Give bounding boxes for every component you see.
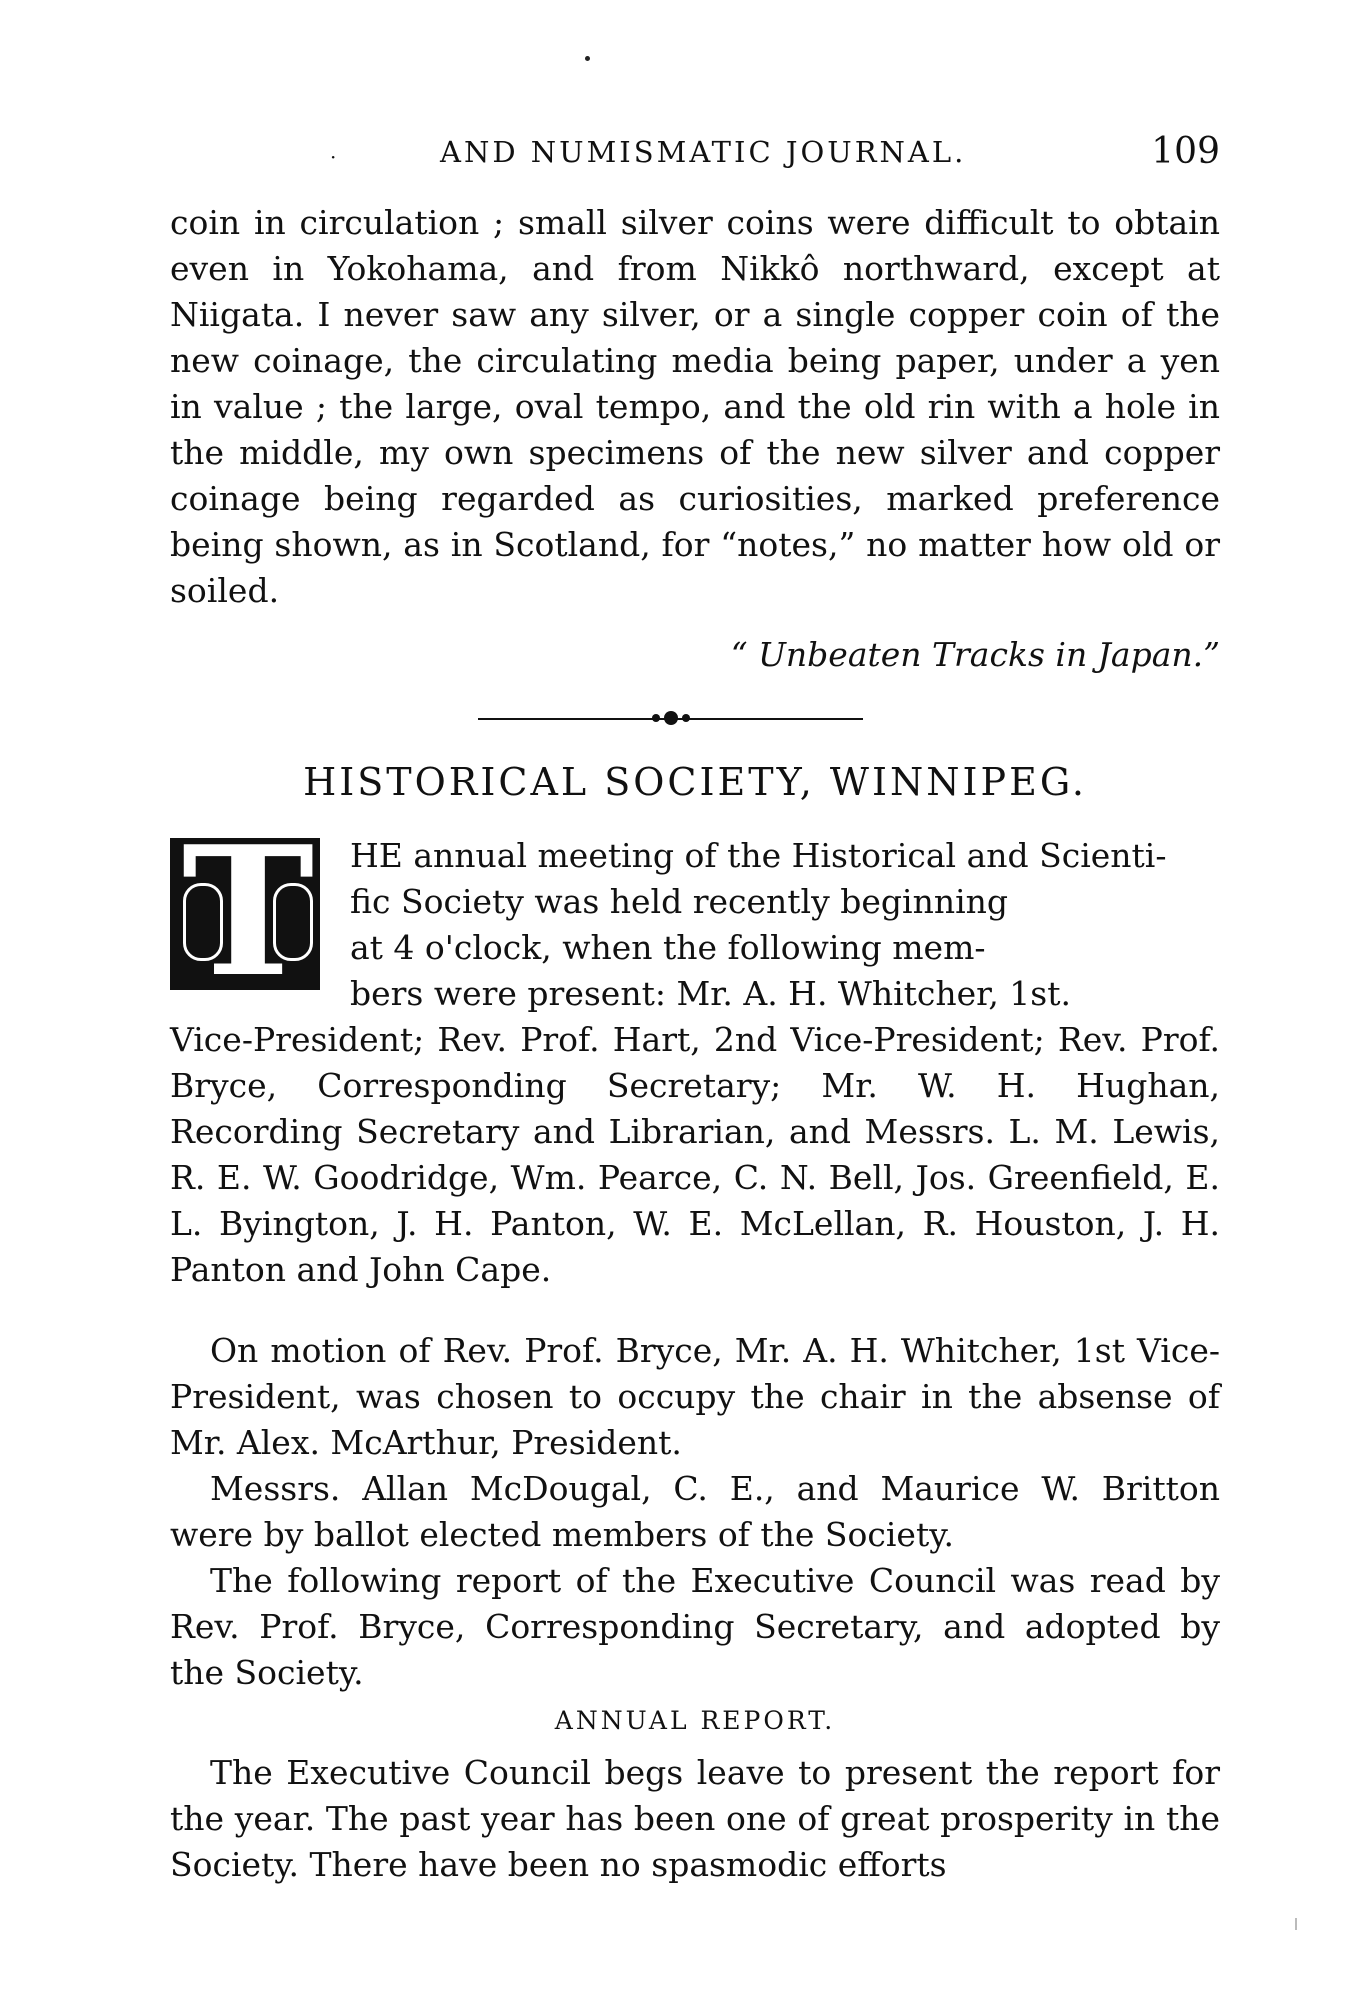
opening-text: coin in circulation ; small silver coins were difficult to obtain even in Yokohama, and from Nikkô northward, except at Niigata. I never saw any silver, or a single copper coin of the new coinage, the circulating media being paper, under a yen in value ; the large, oval tempo, and the old rin with a hole in the middle, my own specimens of the new silver and copper coinage being regarded as curiosities, marked preference being shown, as in Scotland, for “notes,” no matter how old or soiled.: [170, 203, 1220, 610]
first-paragraph-line: HE annual meeting of the Historical and Scienti-: [350, 836, 1167, 875]
first-paragraph-line: at 4 o'clock, when the following mem-: [350, 928, 986, 967]
report-paragraph: The Executive Council begs leave to present the report for the year. The past year has been one of great prosperity in the Society. There have been no spasmodic efforts: [170, 1753, 1220, 1884]
dropcap-letter: T: [181, 807, 315, 1016]
quote-attribution: “ Unbeaten Tracks in Japan.”: [730, 635, 1220, 674]
ornamental-dropcap: [170, 807, 320, 1016]
first-paragraph-rest: Vice-President; Rev. Prof. Hart, 2nd Vice-President; Rev. Prof. Bryce, Corresponding Secretary; Mr. W. H. Hughan, Recording Secretary and Librarian, and Messrs. L. M. Lewis, R. E. W. Goodridge, Wm. Pearce, C. N. Bell, Jos. Greenfield, E. L. Byington, J. H. Panton, W. E. McLellan, R. Houston, J. H. Panton and John Cape.: [170, 1020, 1220, 1289]
first-paragraph-line: bers were present: Mr. A. H. Whitcher, 1st.: [350, 974, 1071, 1013]
print-speck: [585, 56, 590, 61]
section-heading: HISTORICAL SOCIETY, WINNIPEG.: [303, 760, 1087, 804]
page-number: 109: [1151, 131, 1220, 172]
scan-mark: [1295, 1918, 1297, 1930]
divider-ornament-icon: [648, 709, 694, 727]
section-body: [170, 1328, 1220, 1888]
first-paragraph: [170, 833, 1220, 1293]
paragraph: Messrs. Allan McDougal, C. E., and Maurice W. Britton were by ballot elected members of the Society.: [170, 1469, 1220, 1554]
paragraph: On motion of Rev. Prof. Bryce, Mr. A. H. Whitcher, 1st Vice-President, was chosen to occupy the chair in the absense of Mr. Alex. McArthur, President.: [170, 1331, 1220, 1462]
running-head: [170, 131, 1220, 175]
subheading: ANNUAL REPORT.: [554, 1706, 836, 1735]
first-paragraph-line: fic Society was held recently beginning: [350, 882, 1009, 921]
paragraph: The following report of the Executive Council was read by Rev. Prof. Bryce, Corresponding Secretary, and adopted by the Society.: [170, 1561, 1220, 1692]
opening-paragraph: [170, 200, 1220, 614]
running-title: AND NUMISMATIC JOURNAL.: [440, 135, 967, 169]
print-mark: ·: [330, 145, 337, 169]
